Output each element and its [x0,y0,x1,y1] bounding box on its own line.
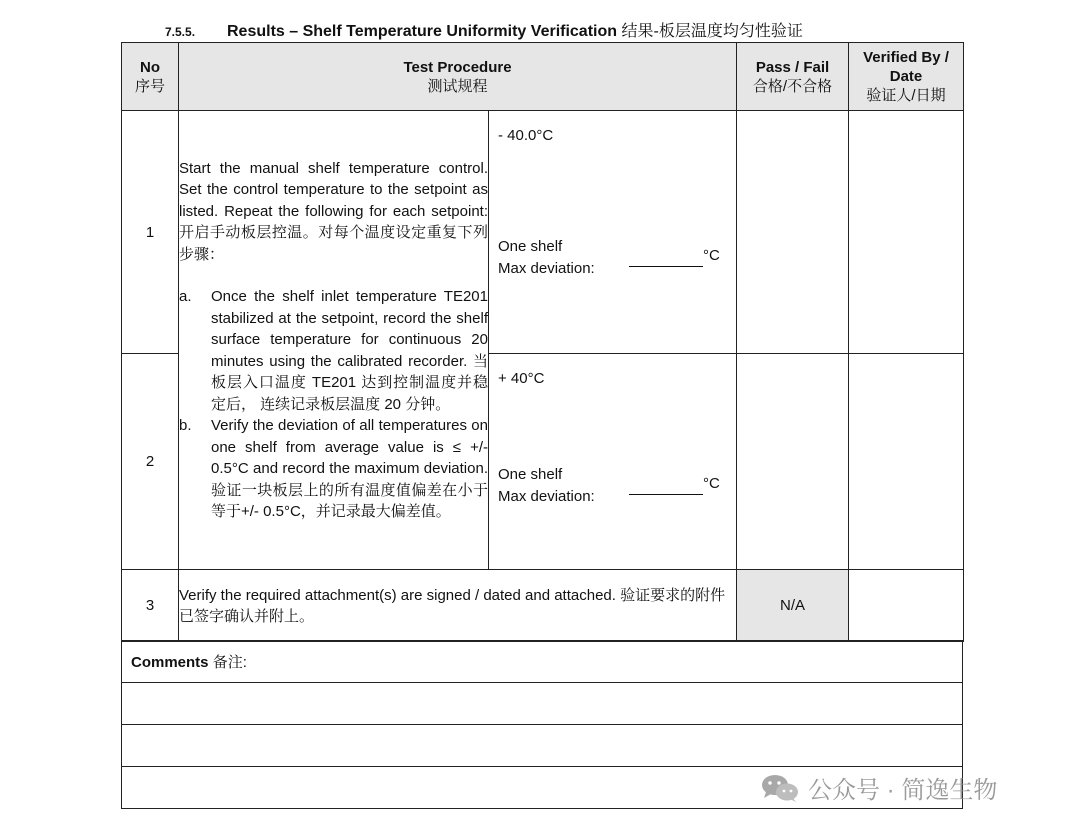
section-number: 7.5.5. [165,25,196,39]
wechat-icon [760,773,800,803]
row-2-dev-line1: One shelf [498,466,563,483]
row-3-no: 3 [122,570,179,642]
row-2-dev-line2: Max deviation: [498,488,595,505]
section-heading [165,18,803,41]
row-1-unit: °C [703,247,720,264]
row-1-passfail[interactable] [737,111,849,354]
row-2-no: 2 [122,354,179,570]
procedure-step-b [179,415,488,523]
row-2-deviation-blank[interactable] [629,494,703,495]
results-table [121,42,964,642]
row-1-deviation-label [498,236,595,280]
header-procedure-zh: 测试规程 [427,77,488,95]
row-1-setpoint: - 40.0°C [498,127,554,144]
header-no-en: No [140,58,160,76]
row-1-dev-line1: One shelf [498,238,563,255]
section-title-zh: 结果-板层温度均匀性验证 [621,23,803,40]
comments-label [122,641,963,683]
header-verified [849,43,964,111]
header-passfail-zh: 合格/不合格 [752,77,833,95]
header-procedure [179,43,737,111]
step-a-text: Once the shelf inlet temperature TE201 stabilized at the setpoint, record the shelf surface temperature for continuous 20 minutes using the calibrated recorder. 当板层入口温度 TE201 达到控制温度并稳定后， 连续记录板层温度 20 分钟。 [211,288,488,413]
procedure-intro: Start the manual shelf temperature control. Set the control temperature to the setpoint as listed. Repeat the following for each setpoint:开启手动板层控温。对每个温度设定重复下列步骤： [179,159,488,263]
header-no [122,43,179,111]
row-2-setpoint: + 40°C [498,370,545,387]
watermark-text: 公众号 · 简逸生物 [808,777,998,804]
header-verified-en: Verified By / Date [863,49,949,85]
header-no-zh: 序号 [134,77,165,95]
watermark [760,770,997,805]
header-verified-zh: 验证人/日期 [866,87,946,104]
step-b-marker: b. [179,417,192,434]
row-1-verified[interactable] [849,111,964,354]
header-passfail-en: Pass / Fail [755,58,830,76]
row-2-deviation-label [498,464,595,508]
row-1-deviation-blank[interactable] [629,266,703,267]
row-3-text: Verify the required attachment(s) are signed / dated and attached. 验证要求的附件已签字确认并附上。 [179,570,737,642]
comments-label-zh: 备注: [212,654,247,671]
procedure-cell [179,111,489,570]
row-1-no: 1 [122,111,179,354]
section-title-en: Results – Shelf Temperature Uniformity Verification [227,23,618,40]
row-3-verified[interactable] [849,570,964,642]
row-1-setpoint-cell [489,111,737,354]
procedure-step-a [179,286,488,415]
row-1-dev-line2: Max deviation: [498,260,595,277]
comments-label-en: Comments [131,654,209,671]
header-passfail [737,43,849,111]
row-2-setpoint-cell [489,354,737,570]
step-b-text: Verify the deviation of all temperatures on one shelf from average value is ≤ +/- 0.5°C and record the maximum deviation. 验证一块板层上的所有温度值偏差在小于等于+/- 0.5°C，并记录最大偏差值。 [211,417,488,520]
row-2-unit: °C [703,475,720,492]
row-3-passfail: N/A [737,570,849,642]
header-procedure-en: Test Procedure [403,58,512,76]
comments-line[interactable] [122,683,963,725]
row-2-passfail[interactable] [737,354,849,570]
row-2-verified[interactable] [849,354,964,570]
step-a-marker: a. [179,288,192,305]
comments-line[interactable] [122,725,963,767]
